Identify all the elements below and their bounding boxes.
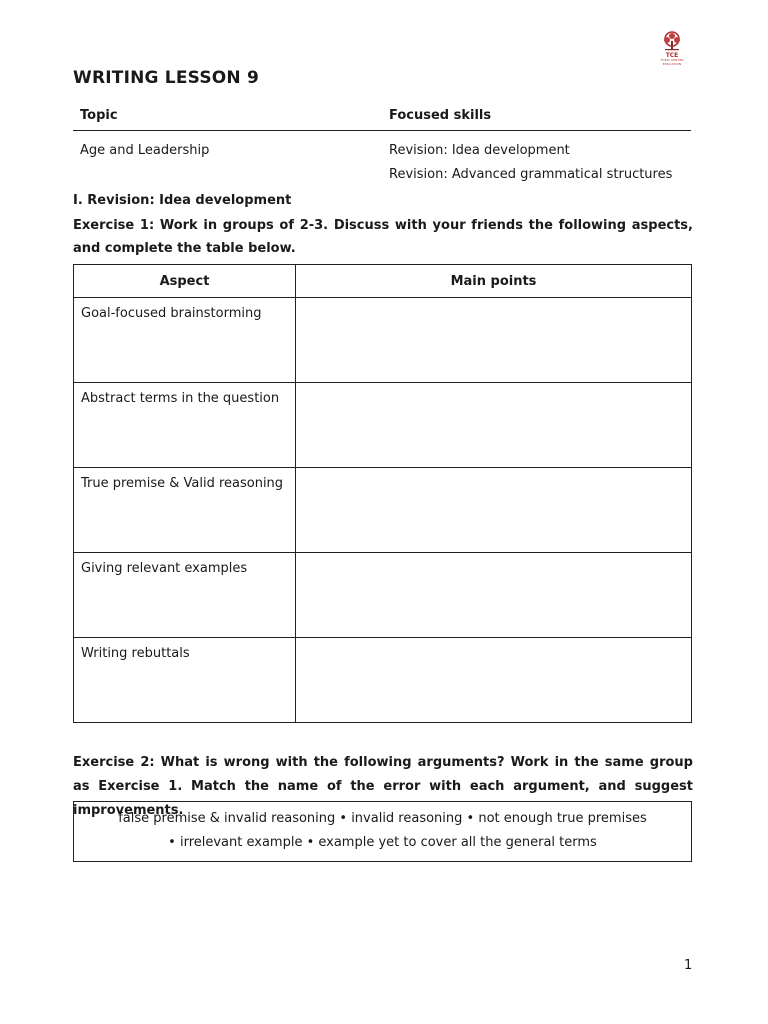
- error-names-line: false premise & invalid reasoning • invalid reasoning • not enough true premises: [118, 811, 647, 826]
- main-points-cell[interactable]: [296, 468, 692, 553]
- main-points-cell[interactable]: [296, 383, 692, 468]
- aspect-cell: Writing rebuttals: [74, 638, 296, 723]
- skill-item: Revision: Advanced grammatical structures: [389, 167, 673, 182]
- table-row: [74, 638, 692, 723]
- aspect-cell: True premise & Valid reasoning: [74, 468, 296, 553]
- skills-list: [382, 139, 691, 187]
- lesson-title: WRITING LESSON 9: [73, 68, 259, 88]
- table-row: [74, 298, 692, 383]
- aspect-table: [73, 264, 692, 723]
- logo-text: TCE: [665, 52, 679, 59]
- aspect-header: Aspect: [74, 265, 296, 298]
- main-points-cell[interactable]: [296, 298, 692, 383]
- aspect-cell: Abstract terms in the question: [74, 383, 296, 468]
- aspect-cell: Giving relevant examples: [74, 553, 296, 638]
- table-row: [74, 468, 692, 553]
- table-row: [74, 553, 692, 638]
- skill-item: Revision: Idea development: [389, 143, 570, 158]
- table-row: [74, 383, 692, 468]
- topic-value: Age and Leadership: [80, 143, 210, 158]
- section-heading: I. Revision: Idea development: [73, 193, 292, 208]
- exercise-1-instructions: Exercise 1: Work in groups of 2-3. Discuss with your friends the following aspects, and complete the table below.: [73, 218, 693, 256]
- logo-caption: TOEIC CENTER EDUCATION: [660, 58, 684, 66]
- exercise-2-instructions: Exercise 2: What is wrong with the following arguments? Work in the same group as Exercise 1. Match the name of the error with each argument, and suggest improvements.: [73, 755, 693, 818]
- topic-table: [73, 100, 691, 187]
- topic-table-row: [73, 131, 691, 187]
- error-names-box: [73, 801, 692, 862]
- skills-header: Focused skills: [389, 107, 492, 123]
- main-points-cell[interactable]: [296, 553, 692, 638]
- main-points-header: Main points: [296, 265, 692, 298]
- aspect-table-header: [74, 265, 692, 298]
- topic-table-header: [73, 100, 691, 131]
- page-number: 1: [684, 958, 693, 973]
- main-points-cell[interactable]: [296, 638, 692, 723]
- error-names-line: • irrelevant example • example yet to cover all the general terms: [168, 835, 597, 850]
- aspect-cell: Goal-focused brainstorming: [74, 298, 296, 383]
- topic-header: Topic: [80, 107, 118, 123]
